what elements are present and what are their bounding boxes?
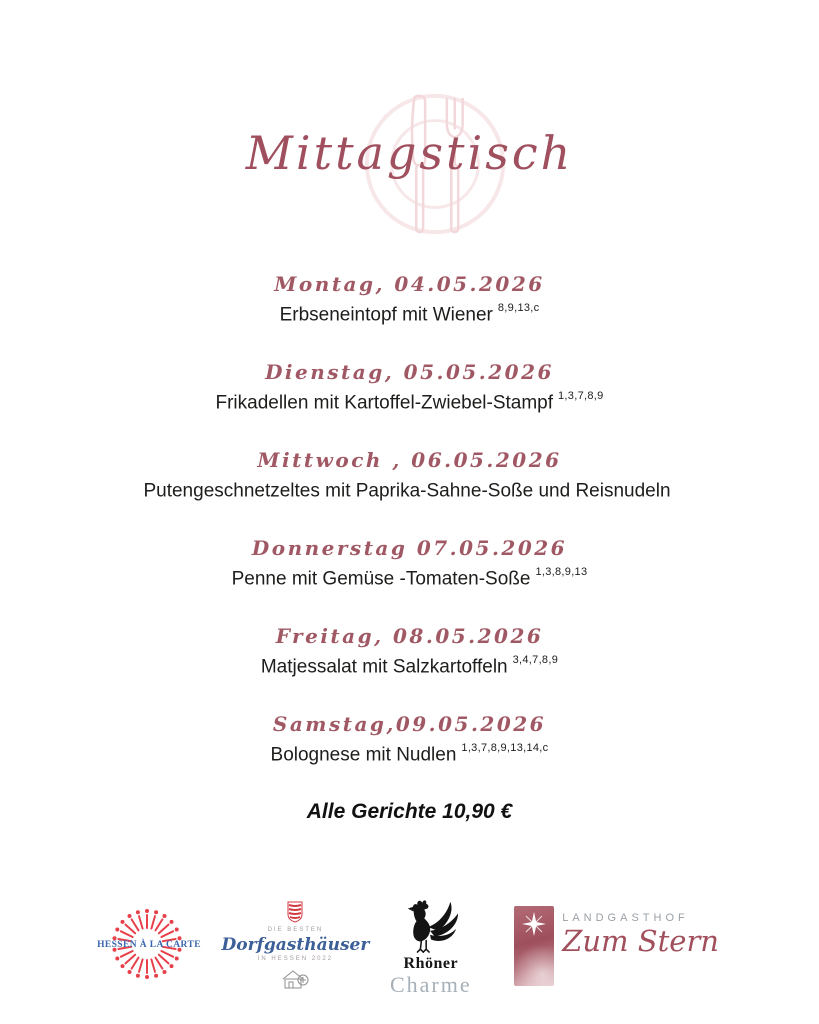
allergen-codes: 8,9,13,c [497, 302, 540, 314]
rooster-icon [402, 896, 460, 956]
allergen-codes: 1,3,7,8,9 [558, 390, 604, 403]
rhoener-label: Rhöner [403, 955, 459, 973]
logo-rhoener-charme [385, 896, 477, 996]
price-note: Alle Gerichte 10,90 € [306, 800, 513, 824]
dish-text: Erbseneintopf mit Wiener [279, 304, 493, 326]
charme-label: Charme [389, 971, 472, 997]
logo-hessen-a-la-carte [92, 902, 206, 990]
dish-text: Frikadellen mit Kartoffel-Zwiebel-Stampf [215, 392, 554, 414]
watercolor-star-icon [514, 906, 554, 986]
dish-line [0, 655, 819, 680]
day-section-saturday [0, 712, 819, 768]
hessen-crest-icon [286, 901, 304, 923]
day-heading: Dienstag, 05.05.2026 [265, 360, 554, 385]
day-section-monday [0, 272, 819, 328]
day-heading: Samstag,09.05.2026 [272, 712, 547, 737]
dorf-bottom-label: IN HESSEN 2022 [257, 956, 334, 963]
day-section-thursday [0, 536, 819, 592]
dish-line [0, 391, 819, 416]
day-section-friday [0, 624, 819, 680]
dish-text: Putengeschnetzeltes mit Paprika-Sahne-Soße und Reisnudeln [143, 480, 671, 502]
day-heading: Freitag, 08.05.2026 [275, 624, 544, 649]
dish-text: Matjessalat mit Salzkartoffeln [260, 656, 508, 678]
logo-dorfgasthaeuser [221, 901, 370, 991]
dish-text: Bolognese mit Nudlen [270, 744, 457, 766]
menu-days [0, 250, 819, 768]
allergen-codes: 3,4,7,8,9 [512, 654, 559, 667]
footer-logos [0, 896, 819, 996]
day-section-tuesday [0, 360, 819, 416]
village-inn-sketch-icon [279, 967, 311, 991]
dish-line [0, 567, 819, 592]
hessen-a-la-carte-label: HESSEN À LA CARTE [97, 940, 201, 951]
dish-text: Penne mit Gemüse -Tomaten-Soße [231, 568, 531, 590]
day-heading: Donnerstag 07.05.2026 [251, 536, 568, 561]
dish-line [0, 743, 819, 768]
logo-zum-stern [514, 906, 719, 986]
day-section-wednesday [0, 448, 819, 504]
dish-line [0, 479, 819, 504]
day-heading: Mittwoch , 06.05.2026 [257, 448, 562, 473]
landgasthof-label: LANDGASTHOF [562, 912, 689, 925]
dish-line [0, 303, 819, 328]
zum-stern-text [562, 906, 719, 958]
page-title: Mittagstisch [245, 126, 574, 180]
dorf-top-label: DIE BESTEN [267, 927, 324, 934]
zum-stern-name: Zum Stern [562, 924, 719, 959]
dorf-name: Dorfgasthäuser [221, 934, 370, 955]
menu-header [0, 0, 819, 250]
allergen-codes: 1,3,7,8,9,13,14,c [461, 742, 549, 755]
day-heading: Montag, 04.05.2026 [274, 272, 545, 296]
allergen-codes: 1,3,8,9,13 [535, 566, 588, 579]
